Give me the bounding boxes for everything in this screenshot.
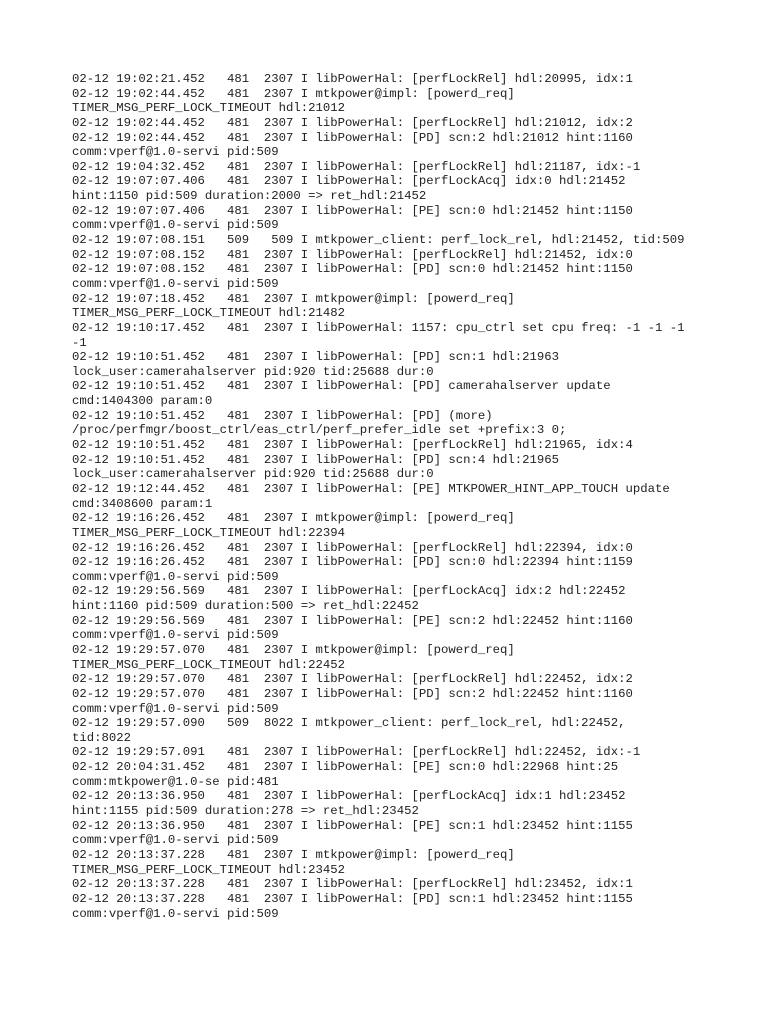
log-line: hint:1155 pid:509 duration:278 => ret_hdl:23452 — [72, 804, 419, 819]
log-line: -1 — [72, 335, 87, 350]
log-line: 02-12 20:04:31.452 481 2307 I libPowerHal: [PE] scn:0 hdl:22968 hint:25 — [72, 760, 619, 775]
log-line: TIMER_MSG_PERF_LOCK_TIMEOUT hdl:21482 — [72, 306, 346, 321]
log-line: comm:vperf@1.0-servi pid:509 — [72, 276, 279, 291]
log-line: comm:vperf@1.0-servi pid:509 — [72, 906, 279, 921]
log-line: cmd:1404300 param:0 — [72, 394, 213, 409]
log-line: 02-12 19:29:57.090 509 8022 I mtkpower_client: perf_lock_rel, hdl:22452, — [72, 716, 626, 731]
log-line: lock_user:camerahalserver pid:920 tid:25688 dur:0 — [72, 467, 434, 482]
log-line: 02-12 20:13:36.950 481 2307 I libPowerHal: [PE] scn:1 hdl:23452 hint:1155 — [72, 818, 633, 833]
log-line: 02-12 19:16:26.452 481 2307 I libPowerHal: [PD] scn:0 hdl:22394 hint:1159 — [72, 555, 633, 570]
log-line: 02-12 19:07:07.406 481 2307 I libPowerHal: [perfLockAcq] idx:0 hdl:21452 — [72, 174, 626, 189]
log-line: comm:vperf@1.0-servi pid:509 — [72, 833, 279, 848]
log-line: 02-12 19:04:32.452 481 2307 I libPowerHal: [perfLockRel] hdl:21187, idx:-1 — [72, 159, 641, 174]
log-line: 02-12 19:16:26.452 481 2307 I libPowerHal: [perfLockRel] hdl:22394, idx:0 — [72, 540, 633, 555]
log-line: 02-12 20:13:37.228 481 2307 I mtkpower@impl: [powerd_req] — [72, 847, 515, 862]
log-line: comm:vperf@1.0-servi pid:509 — [72, 701, 279, 716]
log-line: 02-12 19:10:51.452 481 2307 I libPowerHal: [PD] (more) — [72, 408, 493, 423]
log-line: 02-12 19:10:51.452 481 2307 I libPowerHal: [PD] camerahalserver update — [72, 379, 611, 394]
log-line: 02-12 19:02:44.452 481 2307 I mtkpower@impl: [powerd_req] — [72, 86, 515, 101]
log-line: /proc/perfmgr/boost_ctrl/eas_ctrl/perf_prefer_idle set +prefix:3 0; — [72, 423, 567, 438]
log-line: 02-12 20:13:37.228 481 2307 I libPowerHal: [PD] scn:1 hdl:23452 hint:1155 — [72, 891, 633, 906]
log-line: 02-12 19:07:18.452 481 2307 I mtkpower@impl: [powerd_req] — [72, 291, 515, 306]
log-line: comm:vperf@1.0-servi pid:509 — [72, 569, 279, 584]
log-line: TIMER_MSG_PERF_LOCK_TIMEOUT hdl:23452 — [72, 862, 346, 877]
log-line: comm:vperf@1.0-servi pid:509 — [72, 218, 279, 233]
log-line: 02-12 19:10:51.452 481 2307 I libPowerHal: [PD] scn:1 hdl:21963 — [72, 350, 560, 365]
log-line: 02-12 19:29:57.070 481 2307 I mtkpower@impl: [powerd_req] — [72, 642, 515, 657]
log-line: comm:vperf@1.0-servi pid:509 — [72, 145, 279, 160]
log-line: 02-12 20:13:37.228 481 2307 I libPowerHal: [perfLockRel] hdl:23452, idx:1 — [72, 877, 633, 892]
log-line: 02-12 19:10:51.452 481 2307 I libPowerHal: [perfLockRel] hdl:21965, idx:4 — [72, 438, 633, 453]
log-line: TIMER_MSG_PERF_LOCK_TIMEOUT hdl:22394 — [72, 525, 346, 540]
log-line: 02-12 19:02:44.452 481 2307 I libPowerHal: [perfLockRel] hdl:21012, idx:2 — [72, 115, 633, 130]
log-line: comm:mtkpower@1.0-se pid:481 — [72, 774, 279, 789]
log-line: cmd:3408600 param:1 — [72, 496, 213, 511]
log-line: 02-12 19:10:51.452 481 2307 I libPowerHal: [PD] scn:4 hdl:21965 — [72, 452, 560, 467]
log-line: 02-12 19:07:07.406 481 2307 I libPowerHal: [PE] scn:0 hdl:21452 hint:1150 — [72, 203, 633, 218]
log-line: 02-12 19:07:08.152 481 2307 I libPowerHal: [perfLockRel] hdl:21452, idx:0 — [72, 247, 633, 262]
log-line: TIMER_MSG_PERF_LOCK_TIMEOUT hdl:21012 — [72, 101, 346, 116]
log-line: 02-12 19:16:26.452 481 2307 I mtkpower@impl: [powerd_req] — [72, 511, 515, 526]
log-line: 02-12 19:12:44.452 481 2307 I libPowerHal: [PE] MTKPOWER_HINT_APP_TOUCH update — [72, 481, 670, 496]
log-line: 02-12 19:07:08.152 481 2307 I libPowerHal: [PD] scn:0 hdl:21452 hint:1150 — [72, 262, 633, 277]
log-line: 02-12 19:29:56.569 481 2307 I libPowerHal: [PE] scn:2 hdl:22452 hint:1160 — [72, 613, 633, 628]
log-line: 02-12 19:29:56.569 481 2307 I libPowerHal: [perfLockAcq] idx:2 hdl:22452 — [72, 584, 626, 599]
log-line: hint:1150 pid:509 duration:2000 => ret_hdl:21452 — [72, 189, 427, 204]
log-line: 02-12 19:02:44.452 481 2307 I libPowerHal: [PD] scn:2 hdl:21012 hint:1160 — [72, 130, 633, 145]
log-line: TIMER_MSG_PERF_LOCK_TIMEOUT hdl:22452 — [72, 657, 346, 672]
log-line: lock_user:camerahalserver pid:920 tid:25688 dur:0 — [72, 364, 434, 379]
log-line: comm:vperf@1.0-servi pid:509 — [72, 628, 279, 643]
log-text-block — [72, 72, 712, 921]
log-line: hint:1160 pid:509 duration:500 => ret_hdl:22452 — [72, 599, 419, 614]
log-line: 02-12 19:10:17.452 481 2307 I libPowerHal: 1157: cpu_ctrl set cpu freq: -1 -1 -1 — [72, 320, 685, 335]
log-line: 02-12 19:29:57.070 481 2307 I libPowerHal: [perfLockRel] hdl:22452, idx:2 — [72, 672, 633, 687]
log-line: 02-12 19:02:21.452 481 2307 I libPowerHal: [perfLockRel] hdl:20995, idx:1 — [72, 72, 633, 86]
log-line: 02-12 19:29:57.091 481 2307 I libPowerHal: [perfLockRel] hdl:22452, idx:-1 — [72, 745, 641, 760]
log-line: tid:8022 — [72, 730, 132, 745]
log-line: 02-12 20:13:36.950 481 2307 I libPowerHal: [perfLockAcq] idx:1 hdl:23452 — [72, 789, 626, 804]
log-line: 02-12 19:29:57.070 481 2307 I libPowerHal: [PD] scn:2 hdl:22452 hint:1160 — [72, 686, 633, 701]
log-line: 02-12 19:07:08.151 509 509 I mtkpower_client: perf_lock_rel, hdl:21452, tid:509 — [72, 233, 685, 248]
